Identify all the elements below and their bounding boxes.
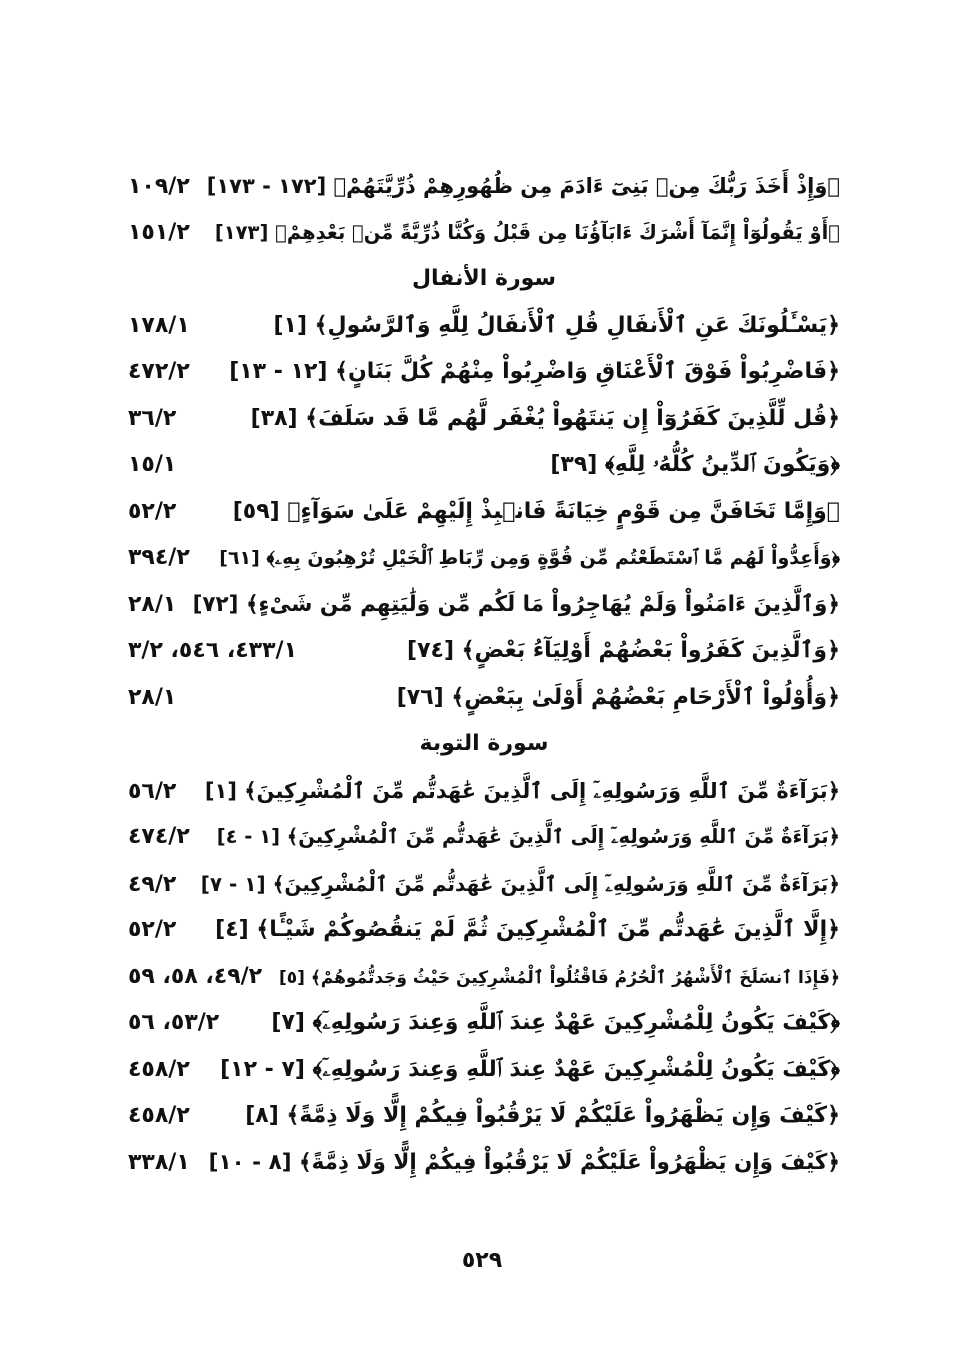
index-entry xyxy=(128,349,840,396)
verse-text: ﴿وَإِمَّا تَخَافَنَّ مِن قَوْمٍ خِيَانَةً فَانۢبِذْ إِلَيْهِمْ عَلَىٰ سَوَآءٍ﴾ [٥٩] xyxy=(232,498,840,524)
verse-text: ﴿بَرَآءَةٌ مِّنَ ٱللَّهِ وَرَسُولِهِۦٓ إِلَى ٱلَّذِينَ عَٰهَدتُّم مِّنَ ٱلْمُشْرِكِينَ﴾ [١ - ٤] xyxy=(216,825,840,848)
index-entry xyxy=(128,303,840,350)
index-entry xyxy=(128,1000,840,1047)
verse-text: ﴿كَيْفَ وَإِن يَظْهَرُواْ عَلَيْكُمْ لَا يَرْقُبُواْ فِيكُمْ إِلًّا وَلَا ذِمَّةً﴾ [٨ - ١٠] xyxy=(208,1149,840,1175)
index-page xyxy=(128,163,840,1186)
verse-text: ﴿أَوْ يَقُولُوٓاْ إِنَّمَآ أَشْرَكَ ءَابَآؤُنَا مِن قَبْلُ وَكُنَّا ذُرِّيَّةً مِّنۢ بَعْدِهِمْ﴾ [١٧٣] xyxy=(214,220,840,244)
page-reference: ٤٣٣/١، ٥٤٦، ٣/٢ xyxy=(128,638,297,663)
page-reference: ٢٨/١ xyxy=(128,684,177,710)
verse-text: ﴿إِلَّا ٱلَّذِينَ عَٰهَدتُّم مِّنَ ٱلْمُشْرِكِينَ ثُمَّ لَمْ يَنقُصُوكُمْ شَيْـًٔا﴾ [٤] xyxy=(215,917,840,942)
page-reference: ٣٩٤/٢ xyxy=(128,545,190,570)
page-reference: ٢٨/١ xyxy=(128,591,177,617)
page-reference: ٥٣/٢، ٥٦ xyxy=(128,1010,220,1035)
page-reference: ١٧٨/١ xyxy=(128,312,190,338)
verse-text: ﴿وَيَكُونَ ٱلدِّينُ كُلُّهُۥ لِلَّهِ﴾ [٣٩] xyxy=(550,452,840,477)
verse-text: ﴿فَاضْرِبُواْ فَوْقَ ٱلْأَعْنَاقِ وَاضْرِبُواْ مِنْهُمْ كُلَّ بَنَانٍ﴾ [١٢ - ١٣] xyxy=(229,359,840,384)
verse-text: ﴿وَأَعِدُّواْ لَهُم مَّا ٱسْتَطَعْتُم مِّن قُوَّةٍ وَمِن رِّبَاطِ ٱلْخَيْلِ تُرْهِبُونَ بِهِۦ﴾ [٦١] xyxy=(219,547,840,569)
index-entry xyxy=(128,907,840,954)
index-entry xyxy=(128,675,840,722)
section-continuation xyxy=(128,163,840,256)
page-reference: ١٥/١ xyxy=(128,452,177,477)
page-reference: ٣٦/٢ xyxy=(128,405,177,431)
index-entry xyxy=(128,582,840,629)
section-tawbah xyxy=(128,721,840,1186)
index-entry xyxy=(128,954,840,1001)
verse-text: ﴿بَرَآءَةٌ مِّنَ ٱللَّهِ وَرَسُولِهِۦٓ إِلَى ٱلَّذِينَ عَٰهَدتُّم مِّنَ ٱلْمُشْرِكِينَ﴾ [١ - ٧] xyxy=(200,871,840,896)
section-anfal xyxy=(128,256,840,721)
verse-text: ﴿يَسْـَٔلُونَكَ عَنِ ٱلْأَنفَالِ قُلِ ٱلْأَنفَالُ لِلَّهِ وَٱلرَّسُولِ﴾ [١] xyxy=(273,312,840,338)
verse-text: ﴿كَيْفَ يَكُونُ لِلْمُشْرِكِينَ عَهْدٌ عِندَ ٱللَّهِ وَعِندَ رَسُولِهِۦٓ﴾ [٧] xyxy=(271,1010,840,1035)
page-reference: ٤٥٨/٢ xyxy=(128,1103,190,1128)
page-number: ٥٢٩ xyxy=(461,1248,503,1273)
verse-text: ﴿وَإِذْ أَخَذَ رَبُّكَ مِنۢ بَنِىٓ ءَادَمَ مِن ظُهُورِهِمْ ذُرِّيَّتَهُمْ﴾ [١٧٢ - ١٧٣] xyxy=(206,174,840,198)
verse-text: ﴿وَٱلَّذِينَ كَفَرُواْ بَعْضُهُمْ أَوْلِيَآءُ بَعْضٍ﴾ [٧٤] xyxy=(407,638,840,663)
page-reference: ١٠٩/٢ xyxy=(128,174,190,199)
page-reference: ٣٣٨/١ xyxy=(128,1149,190,1175)
index-entry xyxy=(128,163,840,210)
index-entry xyxy=(128,768,840,815)
page-reference: ٥٦/٢ xyxy=(128,778,177,804)
verse-text: ﴿وَأُوْلُواْ ٱلْأَرْحَامِ بَعْضُهُمْ أَوْلَىٰ بِبَعْضٍ﴾ [٧٦] xyxy=(396,684,840,710)
verse-text: ﴿كَيْفَ وَإِن يَظْهَرُواْ عَلَيْكُمْ لَا يَرْقُبُواْ فِيكُمْ إِلًّا وَلَا ذِمَّةً﴾ [٨] xyxy=(245,1103,840,1128)
page-reference: ١٥١/٢ xyxy=(128,219,190,245)
verse-text: ﴿بَرَآءَةٌ مِّنَ ٱللَّهِ وَرَسُولِهِۦٓ إِلَى ٱلَّذِينَ عَٰهَدتُّم مِّنَ ٱلْمُشْرِكِينَ﴾ [١] xyxy=(204,778,840,803)
index-entry xyxy=(128,1140,840,1187)
verse-text: ﴿وَٱلَّذِينَ ءَامَنُواْ وَلَمْ يُهَاجِرُواْ مَا لَكُم مِّن وَلَٰيَتِهِم مِّن شَىْءٍ﴾ [٧٢] xyxy=(192,591,840,617)
index-entry xyxy=(128,489,840,536)
page-reference: ٤٧٢/٢ xyxy=(128,359,190,384)
page-reference: ٥٢/٢ xyxy=(128,917,177,942)
index-entry xyxy=(128,628,840,675)
index-entry xyxy=(128,814,840,861)
page-reference: ٤٧٤/٢ xyxy=(128,824,190,849)
page-reference: ٤٥٨/٢ xyxy=(128,1056,190,1082)
index-entry xyxy=(128,442,840,489)
verse-text: ﴿قُل لِّلَّذِينَ كَفَرُوٓاْ إِن يَنتَهُواْ يُغْفَر لَّهُم مَّا قَد سَلَفَ﴾ [٣٨] xyxy=(250,405,840,431)
index-entry xyxy=(128,535,840,582)
page-reference: ٥٢/٢ xyxy=(128,498,177,524)
verse-text: ﴿كَيْفَ يَكُونُ لِلْمُشْرِكِينَ عَهْدٌ عِندَ ٱللَّهِ وَعِندَ رَسُولِهِۦٓ﴾ [٧ - ١٢] xyxy=(220,1056,840,1082)
surah-heading: سورة الأنفال xyxy=(411,266,557,291)
index-entry xyxy=(128,210,840,257)
index-entry xyxy=(128,1093,840,1140)
index-entry xyxy=(128,861,840,908)
page-reference: ٤٩/٢ xyxy=(128,871,177,897)
index-entry xyxy=(128,396,840,443)
page-reference: ٤٩/٢، ٥٨، ٥٩ xyxy=(128,963,263,989)
index-entry xyxy=(128,1047,840,1094)
verse-text: ﴿فَإِذَا ٱنسَلَخَ ٱلْأَشْهُرُ ٱلْحُرُمُ فَاقْتُلُواْ ٱلْمُشْرِكِينَ حَيْثُ وَجَدتُّمُوهُمْ﴾ [٥] xyxy=(278,967,840,988)
surah-heading: سورة التوبة xyxy=(419,731,549,756)
